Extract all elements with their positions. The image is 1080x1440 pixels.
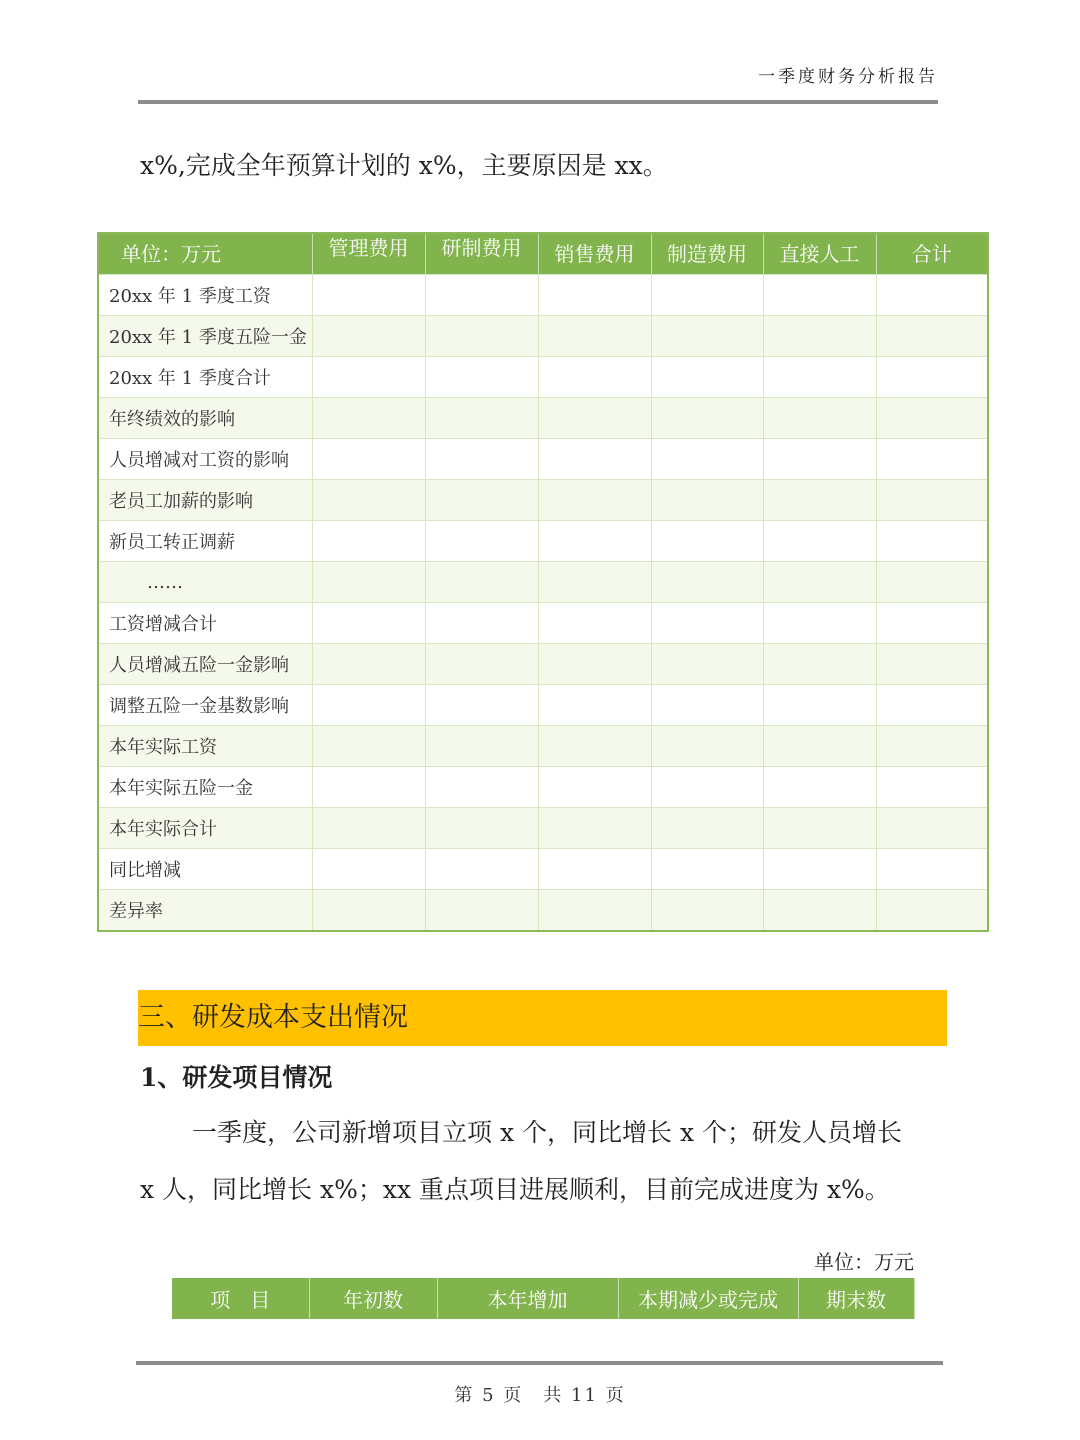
- section-heading-bar: 三、研发成本支出情况: [138, 990, 947, 1046]
- table-header-cell: 直接人工: [763, 233, 876, 275]
- table-row: [98, 603, 988, 644]
- table-cell: [312, 644, 425, 685]
- table-header-cell: 研制费用: [425, 233, 538, 275]
- table-header-row: [172, 1278, 914, 1319]
- table-cell: [538, 357, 651, 398]
- table-cell: [651, 603, 763, 644]
- table-row: [98, 357, 988, 398]
- table-cell: [651, 480, 763, 521]
- row-label: 本年实际工资: [98, 726, 312, 767]
- table-cell: [876, 685, 988, 726]
- table-cell: [763, 439, 876, 480]
- rd-project-table: [172, 1278, 915, 1319]
- table-cell: [538, 685, 651, 726]
- table-row: [98, 562, 988, 603]
- table-row: [98, 890, 988, 932]
- table-cell: [425, 603, 538, 644]
- table-cell: [876, 316, 988, 357]
- table-cell: [538, 726, 651, 767]
- table-cell: [651, 562, 763, 603]
- table-cell: [312, 521, 425, 562]
- table-header-cell: 年初数: [309, 1278, 437, 1319]
- table-header-cell: 单位：万元: [98, 233, 312, 275]
- table-row: [98, 439, 988, 480]
- table-cell: [425, 562, 538, 603]
- row-label: 新员工转正调薪: [98, 521, 312, 562]
- table-row: [98, 480, 988, 521]
- header-title: 一季度财务分析报告: [758, 67, 938, 87]
- table-cell: [651, 644, 763, 685]
- table-cell: [425, 767, 538, 808]
- table-cell: [876, 808, 988, 849]
- table-cell: [312, 275, 425, 316]
- table-cell: [651, 398, 763, 439]
- table-cell: [651, 726, 763, 767]
- table-cell: [763, 849, 876, 890]
- table-cell: [425, 644, 538, 685]
- table-cell: [425, 398, 538, 439]
- table-cell: [876, 439, 988, 480]
- table-cell: [312, 398, 425, 439]
- row-label: 20xx 年 1 季度五险一金: [98, 316, 312, 357]
- table-cell: [876, 849, 988, 890]
- table-cell: [763, 808, 876, 849]
- table-row: [98, 275, 988, 316]
- table-cell: [425, 275, 538, 316]
- table-row: [98, 808, 988, 849]
- table-row: [98, 767, 988, 808]
- header-rule: [138, 100, 938, 104]
- table-cell: [651, 890, 763, 932]
- row-label: 工资增减合计: [98, 603, 312, 644]
- row-label: 20xx 年 1 季度合计: [98, 357, 312, 398]
- table-header-cell: 销售费用: [538, 233, 651, 275]
- table-cell: [876, 480, 988, 521]
- table-cell: [538, 644, 651, 685]
- row-label: ……: [98, 562, 312, 603]
- table-cell: [763, 316, 876, 357]
- table-cell: [876, 726, 988, 767]
- table-cell: [312, 808, 425, 849]
- page-number: 第 5 页 共 11 页: [454, 1385, 626, 1406]
- table-cell: [651, 439, 763, 480]
- table-cell: [425, 439, 538, 480]
- row-label: 本年实际五险一金: [98, 767, 312, 808]
- table-unit-label: 单位：万元: [814, 1250, 914, 1274]
- paragraph-line: 一季度，公司新增项目立项 x 个，同比增长 x 个；研发人员增长: [192, 1118, 902, 1147]
- table-cell: [538, 767, 651, 808]
- table-cell: [312, 603, 425, 644]
- table-cell: [538, 439, 651, 480]
- table-cell: [538, 480, 651, 521]
- table-cell: [763, 521, 876, 562]
- table-cell: [763, 562, 876, 603]
- table-cell: [538, 808, 651, 849]
- subsection-heading: 1、研发项目情况: [140, 1063, 333, 1092]
- table-cell: [763, 767, 876, 808]
- table-cell: [538, 521, 651, 562]
- table-cell: [538, 316, 651, 357]
- table-cell: [312, 685, 425, 726]
- table-cell: [763, 480, 876, 521]
- table-cell: [876, 521, 988, 562]
- table-cell: [425, 316, 538, 357]
- table-cell: [651, 849, 763, 890]
- table-header-cell: 管理费用: [312, 233, 425, 275]
- table-cell: [425, 726, 538, 767]
- row-label: 人员增减五险一金影响: [98, 644, 312, 685]
- row-label: 年终绩效的影响: [98, 398, 312, 439]
- table-cell: [651, 808, 763, 849]
- table-cell: [651, 685, 763, 726]
- table-cell: [312, 439, 425, 480]
- table-cell: [425, 521, 538, 562]
- table-row: [98, 644, 988, 685]
- table-header-cell: 项 目: [172, 1278, 309, 1319]
- row-label: 人员增减对工资的影响: [98, 439, 312, 480]
- table-row: [98, 849, 988, 890]
- intro-text: x%,完成全年预算计划的 x%，主要原因是 xx。: [140, 151, 668, 180]
- table-cell: [312, 480, 425, 521]
- table-cell: [425, 890, 538, 932]
- table-header-cell: 本期减少或完成: [618, 1278, 798, 1319]
- table-cell: [763, 275, 876, 316]
- table-cell: [425, 849, 538, 890]
- footer-rule: [136, 1361, 943, 1365]
- table-cell: [651, 357, 763, 398]
- table-cell: [763, 644, 876, 685]
- table-header-cell: 本年增加: [437, 1278, 618, 1319]
- table-cell: [876, 890, 988, 932]
- table-cell: [651, 316, 763, 357]
- row-label: 本年实际合计: [98, 808, 312, 849]
- table-row: [98, 685, 988, 726]
- table-cell: [876, 398, 988, 439]
- table-cell: [763, 890, 876, 932]
- table-cell: [763, 685, 876, 726]
- table-cell: [763, 357, 876, 398]
- table-cell: [538, 849, 651, 890]
- table-cell: [876, 644, 988, 685]
- table-cell: [312, 890, 425, 932]
- table-cell: [312, 316, 425, 357]
- table-row: [98, 316, 988, 357]
- table-cell: [538, 562, 651, 603]
- table-header-cell: 期末数: [798, 1278, 914, 1319]
- row-label: 同比增减: [98, 849, 312, 890]
- table-cell: [425, 480, 538, 521]
- table-cell: [312, 849, 425, 890]
- table-cell: [876, 357, 988, 398]
- table-row: [98, 398, 988, 439]
- table-header-cell: 合计: [876, 233, 988, 275]
- table-cell: [651, 767, 763, 808]
- row-label: 差异率: [98, 890, 312, 932]
- row-label: 20xx 年 1 季度工资: [98, 275, 312, 316]
- table-cell: [763, 603, 876, 644]
- row-label: 老员工加薪的影响: [98, 480, 312, 521]
- table-header-cell: 制造费用: [651, 233, 763, 275]
- table-cell: [876, 767, 988, 808]
- table-cell: [312, 357, 425, 398]
- table-cell: [425, 357, 538, 398]
- table-cell: [651, 275, 763, 316]
- table-cell: [538, 398, 651, 439]
- table-cell: [763, 726, 876, 767]
- table-cell: [538, 275, 651, 316]
- table-row: [98, 726, 988, 767]
- row-label: 调整五险一金基数影响: [98, 685, 312, 726]
- paragraph-line: x 人，同比增长 x%；xx 重点项目进展顺利，目前完成进度为 x%。: [140, 1175, 890, 1204]
- table-cell: [312, 562, 425, 603]
- table-cell: [538, 603, 651, 644]
- table-cell: [312, 767, 425, 808]
- table-cell: [876, 562, 988, 603]
- table-row: [98, 521, 988, 562]
- table-cell: [763, 398, 876, 439]
- table-cell: [312, 726, 425, 767]
- table-cell: [651, 521, 763, 562]
- table-cell: [876, 275, 988, 316]
- salary-analysis-table: [97, 232, 989, 932]
- table-cell: [876, 603, 988, 644]
- table-header-row: [98, 233, 988, 275]
- table-cell: [538, 890, 651, 932]
- table-cell: [425, 808, 538, 849]
- table-cell: [425, 685, 538, 726]
